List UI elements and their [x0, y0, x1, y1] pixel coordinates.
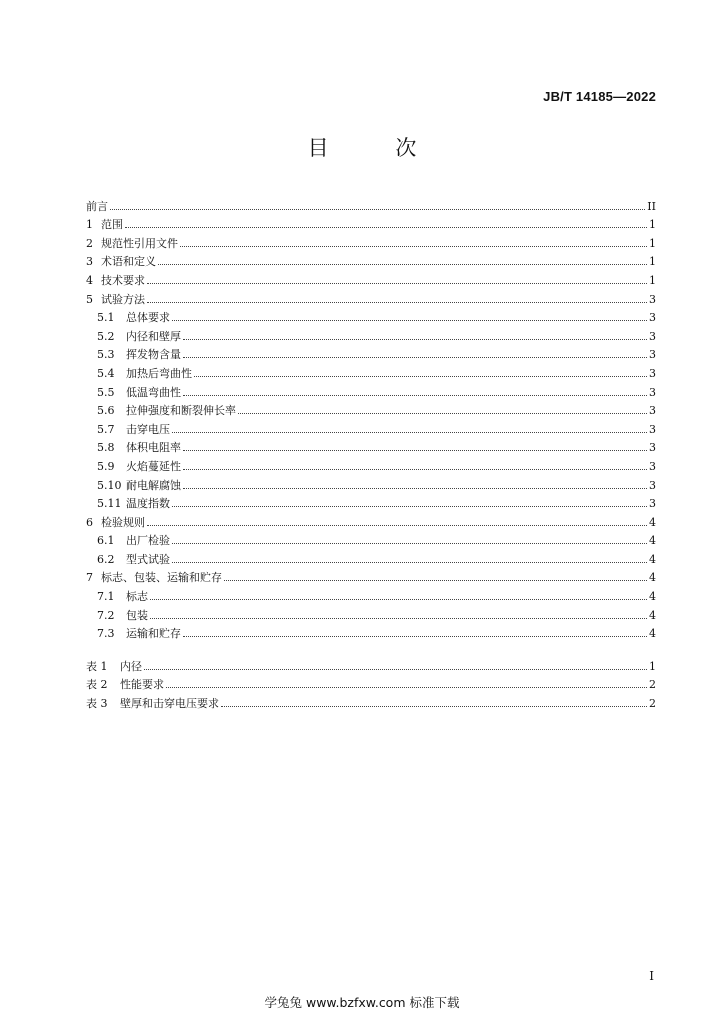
dot-leader — [172, 543, 647, 544]
entry-title: 出厂检验 — [126, 534, 170, 548]
entry-title: 低温弯曲性 — [126, 385, 181, 399]
entry-page-number: 2 — [649, 678, 656, 692]
entry-page-number: 1 — [649, 218, 656, 232]
entry-number: 3 — [86, 255, 93, 269]
entry-page-number: 3 — [649, 348, 656, 362]
entry-title: 标志、包装、运输和贮存 — [101, 571, 222, 585]
dot-leader — [147, 302, 647, 303]
entry-page-number: 1 — [649, 236, 656, 250]
entry-title: 运输和贮存 — [126, 627, 181, 641]
dot-leader — [183, 469, 647, 470]
entry-title: 壁厚和击穿电压要求 — [120, 697, 219, 711]
dot-leader — [183, 339, 647, 340]
toc-entry[interactable] — [86, 622, 656, 641]
dot-leader — [238, 413, 647, 414]
toc-entry[interactable] — [86, 691, 656, 710]
entry-title: 性能要求 — [120, 678, 164, 692]
dot-leader — [172, 506, 647, 507]
dot-leader — [194, 376, 647, 377]
dot-leader — [183, 488, 647, 489]
entry-title: 内径和壁厚 — [126, 329, 181, 343]
entry-number: 5.5 — [97, 385, 115, 399]
entry-title: 试验方法 — [101, 292, 145, 306]
toc-entry[interactable] — [86, 194, 656, 213]
dot-leader — [147, 525, 647, 526]
entry-page-number: 3 — [649, 422, 656, 436]
entry-page-number: 4 — [649, 552, 656, 566]
entry-page-number: 3 — [649, 459, 656, 473]
dot-leader — [183, 450, 647, 451]
entry-title: 包装 — [126, 608, 148, 622]
toc-entry[interactable] — [86, 566, 656, 585]
toc-entry[interactable] — [86, 213, 656, 232]
toc-entry[interactable] — [86, 399, 656, 418]
entry-page-number: 2 — [649, 697, 656, 711]
toc-entry[interactable] — [86, 529, 656, 548]
entry-number: 5.2 — [97, 329, 115, 343]
entry-title: 拉伸强度和断裂伸长率 — [126, 404, 236, 418]
entry-number: 表 1 — [86, 659, 108, 673]
entry-page-number: 3 — [649, 441, 656, 455]
entry-number: 5.11 — [97, 497, 122, 511]
entry-page-number: 4 — [649, 534, 656, 548]
entry-number: 表 2 — [86, 678, 108, 692]
entry-number: 7.3 — [97, 627, 115, 641]
toc-entry[interactable] — [86, 584, 656, 603]
table-list — [86, 654, 656, 710]
watermark-text: 学兔兔 www.bzfxw.com 标准下载 — [264, 995, 460, 1010]
dot-leader — [166, 687, 647, 688]
entry-page-number: 3 — [649, 329, 656, 343]
entry-number: 1 — [86, 218, 93, 232]
toc-entry[interactable] — [86, 603, 656, 622]
standard-number: JB/T 14185—2022 — [543, 89, 656, 104]
entry-page-number: 1 — [649, 659, 656, 673]
entry-number: 5.6 — [97, 404, 115, 418]
entry-title: 术语和定义 — [101, 255, 156, 269]
entry-number: 5.1 — [97, 311, 115, 325]
dot-leader — [150, 618, 647, 619]
entry-page-number: 3 — [649, 385, 656, 399]
entry-page-number: 4 — [649, 608, 656, 622]
entry-number: 5.4 — [97, 366, 115, 380]
toc-entry[interactable] — [86, 250, 656, 269]
entry-title: 耐电解腐蚀 — [126, 478, 181, 492]
toc-entry[interactable] — [86, 268, 656, 287]
toc-entry[interactable] — [86, 417, 656, 436]
entry-number: 6.2 — [97, 552, 115, 566]
entry-number: 5 — [86, 292, 93, 306]
entry-number: 5.7 — [97, 422, 115, 436]
entry-number: 4 — [86, 273, 93, 287]
table-of-contents — [86, 194, 656, 710]
entry-page-number: 3 — [649, 311, 656, 325]
entry-page-number: 3 — [649, 497, 656, 511]
entry-page-number: 3 — [649, 292, 656, 306]
dot-leader — [150, 599, 647, 600]
entry-title: 标志 — [126, 590, 148, 604]
entry-title: 加热后弯曲性 — [126, 366, 192, 380]
toc-entry[interactable] — [86, 306, 656, 325]
toc-entry[interactable] — [86, 343, 656, 362]
toc-entry[interactable] — [86, 654, 656, 673]
entry-title: 温度指数 — [126, 497, 170, 511]
entry-title: 规范性引用文件 — [101, 236, 178, 250]
entry-number: 7 — [86, 571, 93, 585]
toc-entry[interactable] — [86, 436, 656, 455]
entry-number: 7.1 — [97, 590, 115, 604]
entry-number: 表 3 — [86, 697, 108, 711]
toc-entry[interactable] — [86, 231, 656, 250]
entry-title: 总体要求 — [126, 311, 170, 325]
entry-title: 体积电阻率 — [126, 441, 181, 455]
entry-title: 前言 — [86, 199, 108, 213]
dot-leader — [183, 636, 647, 637]
entry-title: 火焰蔓延性 — [126, 459, 181, 473]
entry-title: 检验规则 — [101, 515, 145, 529]
dot-leader — [221, 706, 647, 707]
entry-number: 5.3 — [97, 348, 115, 362]
toc-entry[interactable] — [86, 510, 656, 529]
toc-entry[interactable] — [86, 380, 656, 399]
toc-entry[interactable] — [86, 361, 656, 380]
dot-leader — [180, 246, 647, 247]
dot-leader — [183, 357, 647, 358]
entry-number: 5.10 — [97, 478, 122, 492]
entry-page-number: 4 — [649, 627, 656, 641]
toc-entry[interactable] — [86, 673, 656, 692]
toc-entry[interactable] — [86, 454, 656, 473]
dot-leader — [125, 227, 647, 228]
dot-leader — [183, 395, 647, 396]
toc-entries — [86, 194, 656, 640]
entry-title: 内径 — [120, 659, 142, 673]
entry-title: 型式试验 — [126, 552, 170, 566]
entry-title: 技术要求 — [101, 273, 145, 287]
entry-title: 击穿电压 — [126, 422, 170, 436]
toc-entry[interactable] — [86, 287, 656, 306]
dot-leader — [172, 320, 647, 321]
toc-entry[interactable] — [86, 492, 656, 511]
page-title: 目 次 — [307, 136, 447, 160]
page-number: I — [649, 969, 654, 983]
entry-page-number: 4 — [649, 590, 656, 604]
entry-page-number: 3 — [649, 404, 656, 418]
dot-leader — [172, 562, 647, 563]
entry-number: 6.1 — [97, 534, 115, 548]
entry-page-number: 1 — [649, 273, 656, 287]
toc-entry[interactable] — [86, 473, 656, 492]
entry-page-number: 4 — [649, 515, 656, 529]
entry-number: 7.2 — [97, 608, 115, 622]
entry-page-number: 3 — [649, 366, 656, 380]
entry-page-number: 4 — [649, 571, 656, 585]
toc-gap — [86, 640, 656, 654]
dot-leader — [224, 580, 647, 581]
entry-number: 6 — [86, 515, 93, 529]
entry-title: 范围 — [101, 218, 123, 232]
dot-leader — [172, 432, 647, 433]
toc-entry[interactable] — [86, 324, 656, 343]
entry-number: 5.9 — [97, 459, 115, 473]
entry-number: 2 — [86, 236, 93, 250]
dot-leader — [147, 283, 647, 284]
entry-title: 挥发物含量 — [126, 348, 181, 362]
entry-number: 5.8 — [97, 441, 115, 455]
toc-entry[interactable] — [86, 547, 656, 566]
dot-leader — [158, 264, 647, 265]
entry-page-number: 3 — [649, 478, 656, 492]
entry-page-number: II — [647, 199, 656, 213]
dot-leader — [144, 669, 647, 670]
dot-leader — [110, 209, 645, 210]
entry-page-number: 1 — [649, 255, 656, 269]
